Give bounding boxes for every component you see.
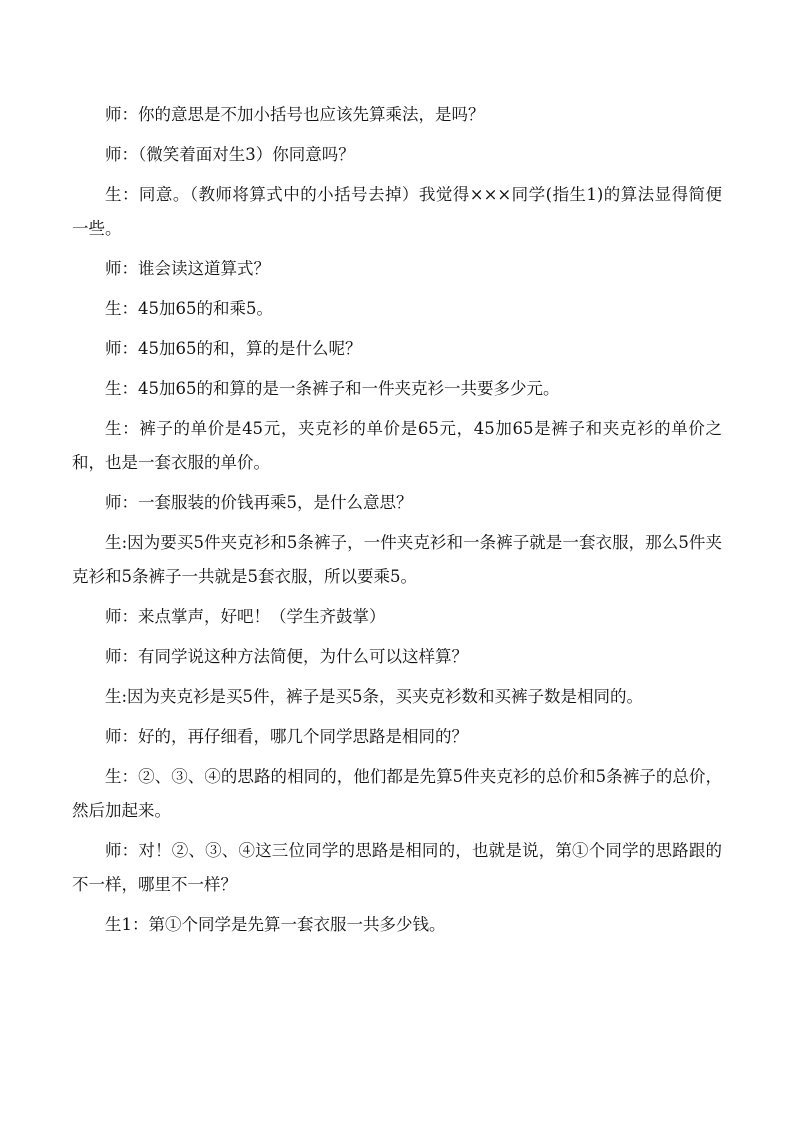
paragraph-7: 生：45加65的和算的是一条裤子和一件夹克衫一共要多少元。 — [105, 379, 560, 398]
paragraph-9: 师：一套服装的价钱再乘5，是什么意思？ — [105, 493, 413, 512]
paragraph-4: 师：谁会读这道算式？ — [105, 259, 270, 278]
paragraph-13: 生:因为夹克衫是买5件，裤子是买5条，买夹克衫数和买裤子数是相同的。 — [105, 687, 644, 706]
paragraph-1: 师：你的意思是不加小括号也应该先算乘法，是吗？ — [105, 105, 485, 124]
paragraph-2: 师：（微笑着面对生3）你同意吗？ — [105, 145, 355, 164]
paragraph-6: 师：45加65的和，算的是什么呢？ — [105, 339, 362, 358]
paragraph-11: 师：来点掌声，好吧！（学生齐鼓掌） — [105, 607, 386, 626]
paragraph-10: 生:因为要买5件夹克衫和5条裤子，一件夹克衫和一条裤子就是一套衣服，那么5件夹克衫和5条裤子一共就是5套衣服，所以要乘5。 — [72, 533, 722, 586]
paragraph-3: 生：同意。（教师将算式中的小括号去掉）我觉得×××同学(指生1)的算法显得简便一些。 — [72, 185, 722, 238]
paragraph-15: 生：②、③、④的思路的相同的，他们都是先算5件夹克衫的总价和5条裤子的总价，然后加起来。 — [72, 767, 722, 820]
paragraph-8: 生：裤子的单价是45元，夹克衫的单价是65元，45加65是裤子和夹克衫的单价之和，也是一套衣服的单价。 — [72, 419, 722, 472]
paragraph-16: 师：对！②、③、④这三位同学的思路是相同的，也就是说，第①个同学的思路跟的不一样，哪里不一样？ — [72, 841, 722, 894]
paragraph-5: 生：45加65的和乘5。 — [105, 299, 273, 318]
document-body — [72, 98, 722, 948]
paragraph-12: 师：有同学说这种方法简便，为什么可以这样算？ — [105, 647, 468, 666]
paragraph-17: 生1：第①个同学是先算一套衣服一共多少钱。 — [105, 915, 446, 934]
paragraph-14: 师：好的，再仔细看，哪几个同学思路是相同的？ — [105, 727, 468, 746]
